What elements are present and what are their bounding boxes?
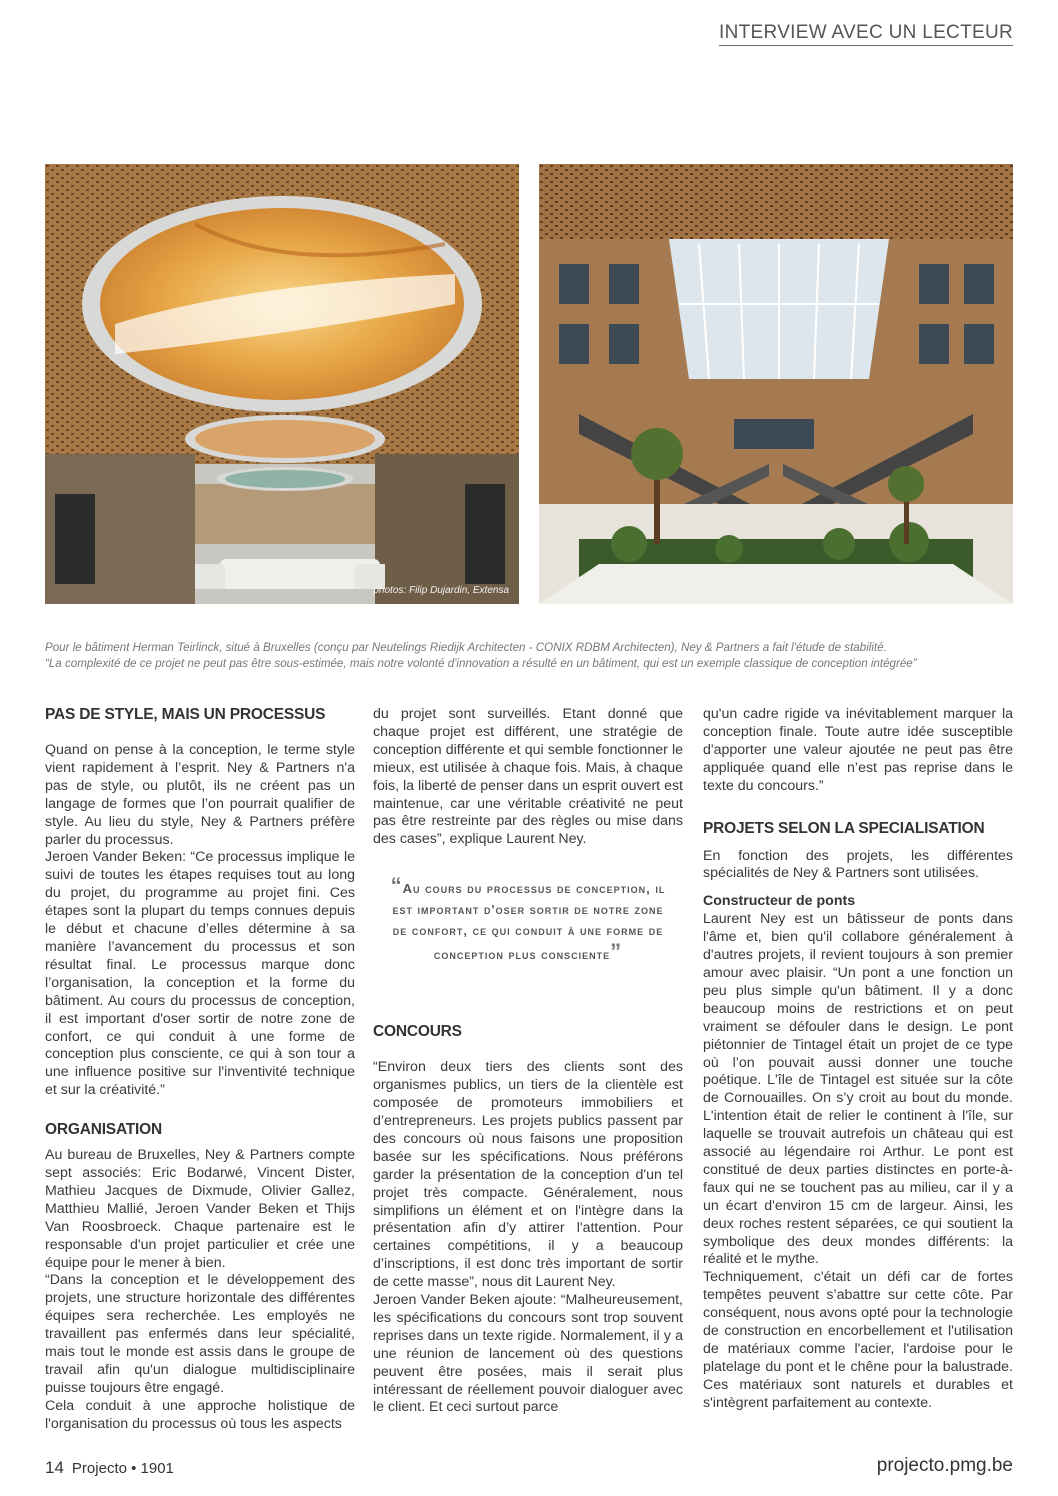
paragraph: Techniquement, c'était un défi car de fortes tempêtes peuvent s’abattre sur cette côte. Par conséquent, nous avons opté pour la technologie de construction en encorbellement et l'utilisation de matériaux comme l'acier, l'ardoise pour le platelage du pont et le chêne pour la balustrade. Ces matériaux sont naturels et durables et s'intègrent parfaitement au contexte. [703, 1269, 1013, 1411]
article-column-2 [373, 706, 683, 1417]
heading-organisation: ORGANISATION [45, 1121, 163, 1139]
quote-open-mark: “ [390, 873, 403, 899]
magazine-issue: Projecto • 1901 [71, 1460, 174, 1477]
quote-close-mark: ” [610, 939, 623, 965]
page-number: 14 [45, 1458, 64, 1477]
paragraph: “Dans la conception et le développement des projets, une structure horizontale des différentes équipes sera recherchée. Les employés ne travaillent pas enfermés dans leur spécialité, mais tout le monde est assis dans le groupe de travail afin qu'un dialogue multidisciplinaire puisse toujours être engagé. [45, 1272, 355, 1396]
paragraph: Au bureau de Bruxelles, Ney & Partners compte sept associés: Eric Bodarwé, Vincent Dister, Mathieu Jacques de Dixmude, Olivier Gallez, Matthieu Mallié, Jeroen Vander Beken et Thijs Van Roosbroeck. Chaque partenaire est le responsable d'un projet particulier et crée une équipe pour le mener à bien. [45, 1147, 355, 1271]
photo-credit: photos: Filip Dujardin, Extensa [373, 585, 509, 596]
atrium-skylight-photo [45, 164, 519, 604]
subheading-bridge-builder: Constructeur de ponts [703, 893, 856, 910]
website-link[interactable]: projecto.pmg.be [876, 1455, 1013, 1476]
caption-line-1: Pour le bâtiment Herman Teirlinck, situé à Bruxelles (conçu par Neutelings Riedijk Architecten - CONIX RDBM Architecten), Ney & Partners a fait l'étude de stabilité. [45, 641, 887, 654]
caption-line-2: “La complexité de ce projet ne peut pas être sous-estimée, mais notre volonté d'innovation a résulté en un bâtiment, qui est un exemple classique de conception intégrée” [45, 657, 917, 670]
photo-caption [45, 640, 1013, 672]
pull-quote-text: Au cours du processus de conception, il est important d'oser sortir de notre zone de confort, ce qui conduit à une forme de conception plus consciente [392, 881, 666, 963]
paragraph: qu'un cadre rigide va inévitablement marquer la conception finale. Toute autre idée susceptible d'apporter une valeur ajoutée ne peut pas être appliquée quand elle n’est pas reprise dans le texte du concours.” [703, 706, 1013, 794]
heading-style-process: PAS DE STYLE, MAIS UN PROCESSUS [45, 706, 326, 723]
paragraph: Quand on pense à la conception, le terme style vient rapidement à l’esprit. Ney & Partners n'a pas de style, ou plutôt, ils ne créent pas un langage de formes que l’on pourrait qualifier de style. Au lieu du style, Ney & Partners préfère parler du processus. [45, 742, 355, 848]
pull-quote [387, 875, 669, 965]
article-column-3 [703, 706, 1013, 1413]
paragraph: Cela conduit à une approche holistique de l'organisation du processus où tous les aspects [45, 1397, 355, 1432]
courtyard-staircase-photo [539, 164, 1013, 604]
article-column-1 [45, 706, 355, 1434]
paragraph: du projet sont surveillés. Etant donné que chaque projet est différent, une stratégie de conception différente et qui semble fonctionner le mieux, est utilisée à chaque fois. Mais, à chaque fois, la liberté de penser dans un esprit ouvert est maintenue, car une véritable créativité ne peut pas être restreinte par des règles ou mise dans des cases”, explique Laurent Ney. [373, 706, 683, 848]
heading-specialisation: PROJETS SELON LA SPECIALISATION [703, 819, 985, 837]
paragraph: Laurent Ney est un bâtisseur de ponts dans l'âme et, bien qu'il collabore généralement à d'autres projets, il revient toujours à son premier amour avec plaisir. “Un pont a une fonction un peu plus simple qu'un bâtiment. Il y a donc beaucoup moins de restrictions et on peut vraiment se défouler dans le design. Le pont piétonnier de Tintagel était un projet de ce type où l’on pouvait aussi donner une touche poétique. L'île de Tintagel est située sur la côte de Cornouailles. On s’y croit au bout du monde. L'intention était de relier le continent à l'île, sur laquelle se trouvait autrefois un château qui est associé au légendaire roi Arthur. Le pont est constitué de deux parties distinctes en porte-à-faux qui ne se touchent pas au milieu, car il y a un écart d'environ 15 cm de largeur. Ainsi, les deux roches restent séparées, ce qui soutient la symbolique des deux mondes différents: la réalité et le mythe. [703, 911, 1013, 1268]
paragraph: Jeroen Vander Beken: “Ce processus implique le suivi de toutes les étapes requises tout au long du projet, du programme au projet fini. Ces étapes sont la plupart du temps connues depuis le début et chacune d’elles détermine à sa manière l’avancement du processus et son résultat final. Le processus marque donc l’organisation, la conception et la forme du bâtiment. Au cours du processus de conception, il est important d'oser sortir de notre zone de confort, ce qui conduit à une forme de conception plus consciente, ce qui à son tour a une influence positive sur l'inventivité technique et sur la créativité.” [45, 849, 355, 1099]
section-title: INTERVIEW AVEC UN LECTEUR [719, 22, 1013, 46]
page-footer [45, 1458, 174, 1478]
paragraph: “Environ deux tiers des clients sont des organismes publics, un tiers de la clientèle est composée de promoteurs immobiliers et d’entrepreneurs. Les projets publics passent par des concours où nous faisons une proposition basée sur les spécifications. Nous préférons garder la présentation de la conception d'un tel projet très compacte. Généralement, nous simplifions un élément et on l'intègre dans la présentation afin d’y attirer l'attention. Pour certaines compétitions, il y a beaucoup d’inscriptions, il est donc très important de sortir de cette masse”, nous dit Laurent Ney. [373, 1059, 683, 1291]
paragraph: En fonction des projets, les différentes spécialités de Ney & Partners sont utilisées. [703, 847, 1013, 882]
paragraph: Jeroen Vander Beken ajoute: “Malheureusement, les spécifications du concours sont trop souvent reprises dans un texte rigide. Normalement, il y a une réunion de lancement où des questions peuvent être posées, mais il serait plus intéressant de réellement pouvoir dialoguer avec le client. Et ceci surtout parce [373, 1292, 683, 1416]
heading-concours: CONCOURS [373, 1023, 462, 1041]
